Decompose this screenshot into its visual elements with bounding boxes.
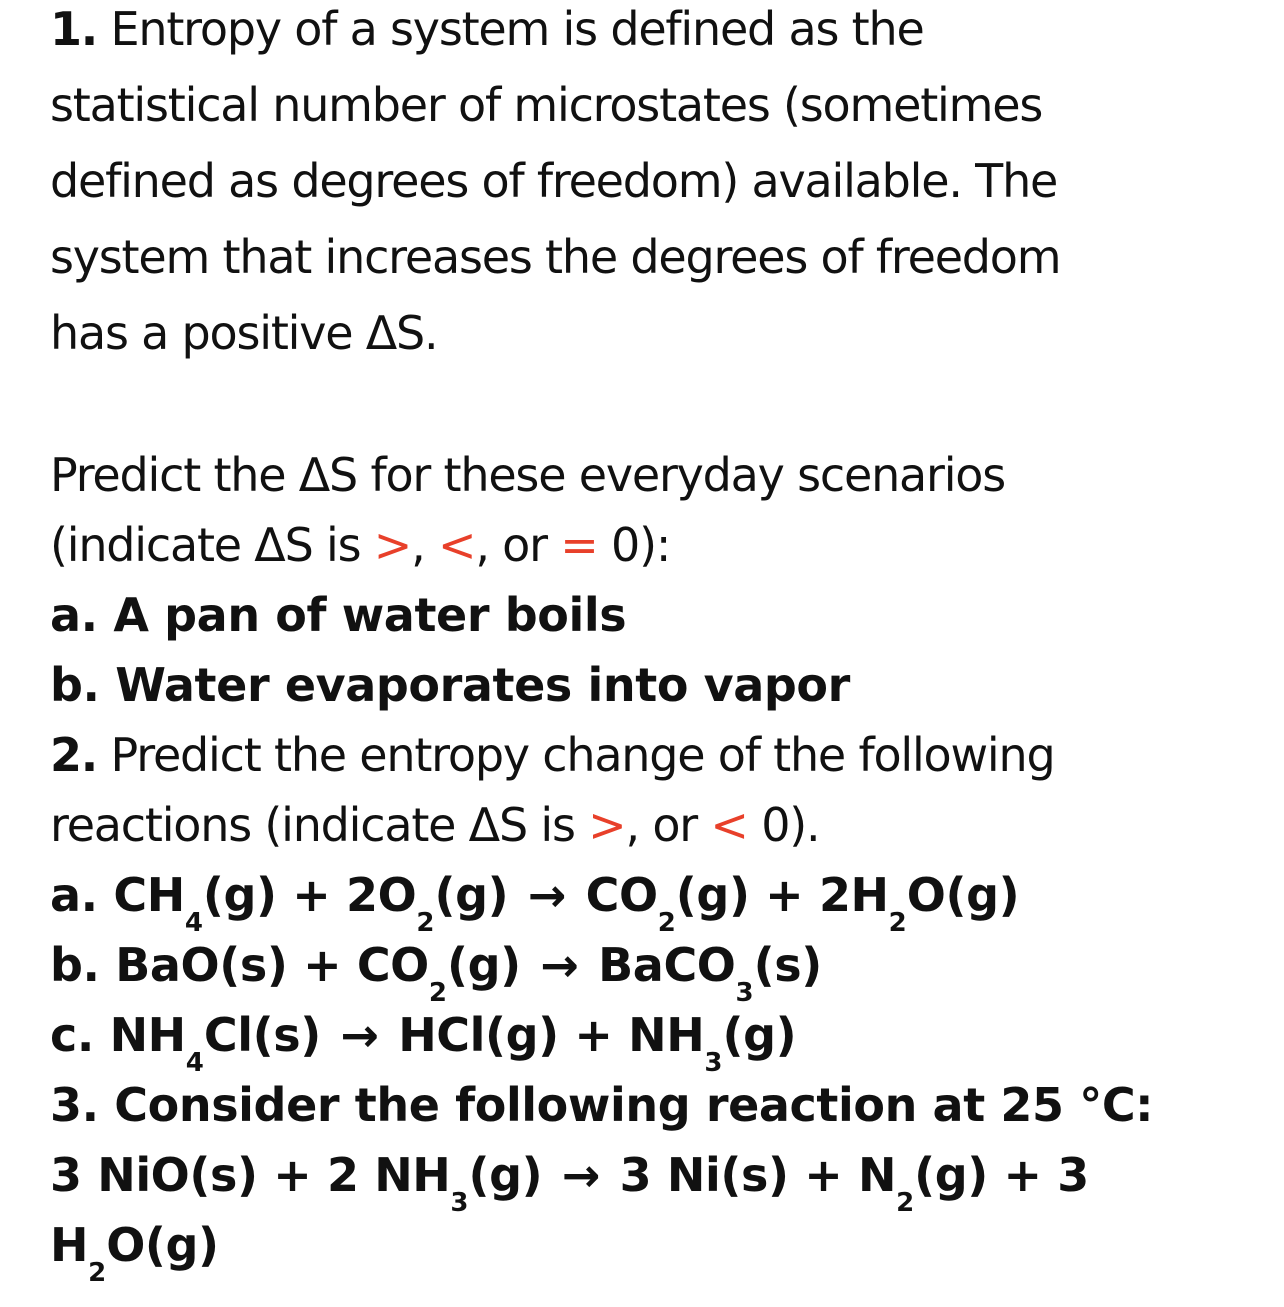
text-span: (g) + 3 <box>914 1148 1089 1202</box>
question-2-line-1 <box>50 724 1270 794</box>
text-span: Entropy of a system is defined as the <box>97 2 924 56</box>
text-span: , or <box>625 798 711 852</box>
document-page <box>50 0 1270 1288</box>
reaction-a <box>50 864 1270 938</box>
less-than-symbol: < <box>710 798 748 852</box>
text-span: (indicate ΔS is <box>50 518 374 572</box>
subscript: 2 <box>896 1188 915 1218</box>
question-2-line-2 <box>50 794 1270 864</box>
subscript: 3 <box>450 1188 469 1218</box>
text-span: Cl(s) <box>203 1008 337 1062</box>
question-2-number: 2. <box>50 728 98 782</box>
subscript: 2 <box>428 978 447 1008</box>
text-span: Predict the entropy change of the following <box>97 728 1055 782</box>
text-span: O(g) <box>106 1218 219 1272</box>
text-span: HCl(g) + NH <box>382 1008 705 1062</box>
text-span: 0). <box>747 798 820 852</box>
subscript: 3 <box>735 978 754 1008</box>
text-span: 0): <box>597 518 671 572</box>
reaction-c <box>50 1004 1270 1078</box>
text-span: BaO(s) + CO <box>115 938 429 992</box>
text-span: a. <box>50 868 114 922</box>
greater-than-symbol: > <box>588 798 626 852</box>
text-span: reactions (indicate ΔS is <box>50 798 589 852</box>
text-span: (g) + 2O <box>202 868 417 922</box>
spacer <box>50 380 1270 444</box>
text-span: , or <box>475 518 561 572</box>
text-span: b. <box>50 938 116 992</box>
text-span: (s) <box>753 938 822 992</box>
subscript: 3 <box>704 1048 723 1078</box>
text-span: CH <box>113 868 185 922</box>
text-span: CO <box>570 868 658 922</box>
subscript: 2 <box>416 908 435 938</box>
text-span: BaCO <box>582 938 736 992</box>
subscript: 2 <box>88 1258 107 1288</box>
question-1-paragraph <box>50 0 1270 380</box>
subscript: 2 <box>888 908 907 938</box>
text-span: O(g) <box>906 868 1020 922</box>
question-1-item-b: b. Water evaporates into vapor <box>50 658 850 712</box>
text-span: (g) + 2H <box>675 868 889 922</box>
text-span: 3 Ni(s) + N <box>604 1148 897 1202</box>
text-span: (g) <box>468 1148 558 1202</box>
question-3-line-1: 3. Consider the following reaction at 25 °C: <box>50 1078 1154 1132</box>
question-1-number: 1. <box>50 2 98 56</box>
text-span: , <box>411 518 438 572</box>
subscript: 4 <box>185 1048 204 1078</box>
text-span: (g) <box>722 1008 797 1062</box>
less-than-symbol: < <box>437 518 476 572</box>
question-1-item-a: a. A pan of water boils <box>50 588 627 642</box>
question-1-prompt-line-1: Predict the ΔS for these everyday scenarios <box>50 448 1006 502</box>
question-1-line-2: statistical number of microstates (sometimes <box>50 78 1043 132</box>
question-1-line-5: has a positive ΔS. <box>50 306 438 360</box>
subscript: 2 <box>657 908 676 938</box>
text-span: (g) <box>434 868 524 922</box>
reaction-arrow: → <box>527 868 567 922</box>
question-1-line-1 <box>50 0 1270 76</box>
reaction-arrow: → <box>540 938 579 992</box>
text-span: NH <box>109 1008 186 1062</box>
reaction-arrow: → <box>340 1008 379 1062</box>
question-1-line-3: defined as degrees of freedom) available. The <box>50 154 1058 208</box>
question-1-prompt-line-2 <box>50 514 1270 584</box>
subscript: 4 <box>184 908 203 938</box>
text-span: H <box>50 1218 89 1272</box>
text-span: (g) <box>446 938 537 992</box>
question-1-line-4: system that increases the degrees of freedom <box>50 230 1061 284</box>
reaction-arrow: → <box>561 1148 601 1202</box>
equals-symbol: = <box>560 518 598 572</box>
reaction-b <box>50 934 1270 1008</box>
question-3-reaction-continued <box>50 1214 1270 1288</box>
text-span: c. <box>50 1008 110 1062</box>
question-3-reaction <box>50 1144 1270 1218</box>
text-span: 3 NiO(s) + 2 NH <box>50 1148 451 1202</box>
greater-than-symbol: > <box>373 518 412 572</box>
